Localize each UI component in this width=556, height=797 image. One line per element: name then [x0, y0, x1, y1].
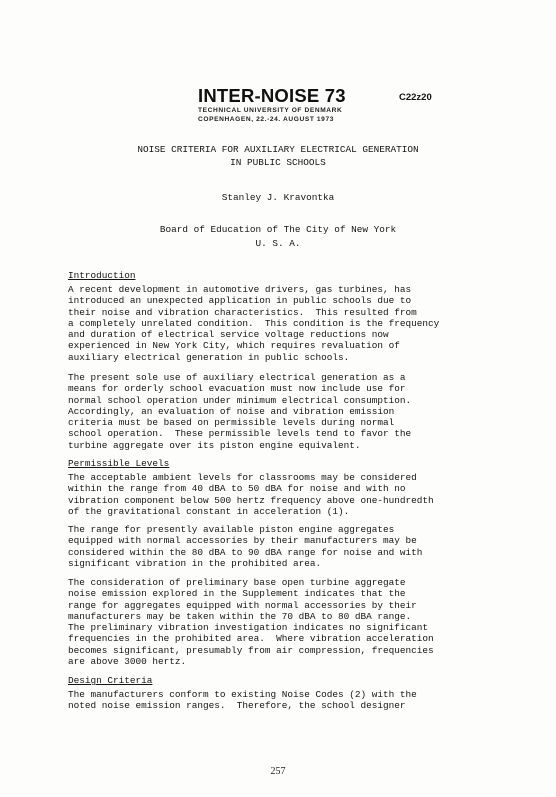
paragraph-levels-1: The acceptable ambient levels for classrooms may be considered within the range from 40 dBA to 50 dBA for noise and with no vibration component below 500 hertz frequency above one-hundredth of the gravitational constant in acceleration (1). [68, 472, 434, 517]
page-number: 257 [270, 766, 286, 777]
conference-header [198, 86, 363, 124]
conference-title: INTER-NOISE 73 [198, 85, 346, 106]
paragraph-intro-1: A recent development in automotive drivers, gas turbines, has introduced an unexpected application in public schools due to their noise and vibration characteristics. This resulted from a completely unrelated condition. This condition is the frequency and duration of electrical service voltage reductions now experienced in New York City, which requires revaluation of auxiliary electrical generation in public schools. [68, 284, 440, 363]
paper-title-line2: IN PUBLIC SCHOOLS [230, 157, 326, 168]
paper-title-line1: NOISE CRITERIA FOR AUXILIARY ELECTRICAL GENERATION [137, 144, 419, 155]
paragraph-intro-2: The present sole use of auxiliary electrical generation as a means for orderly school evacuation must now include use for normal school operation under minimum electrical consumption. Accordingly, an evaluation of noise and vibration emission criteria must be based on permissible levels during normal school operation. These permissible levels tend to favor the turbine aggregate over its piston engine equivalent. [68, 372, 412, 451]
paragraph-design-1: The manufacturers conform to existing Noise Codes (2) with the noted noise emission ranges. Therefore, the school designer [68, 689, 417, 712]
paper-code: C22z20 [399, 92, 432, 103]
conference-location-date: COPENHAGEN, 22.-24. AUGUST 1973 [198, 116, 334, 123]
author-affiliation: Board of Education of The City of New York [159, 224, 397, 235]
section-heading-permissible-levels: Permissible Levels [68, 458, 170, 469]
author-country: U. S. A. [255, 238, 301, 249]
paragraph-levels-2: The range for presently available piston engine aggregates equipped with normal accessories by their manufacturers may be considered within the 80 dBA to 90 dBA range for noise and with significant vibration in the prohibited area. [68, 524, 423, 569]
paragraph-levels-3: The consideration of preliminary base open turbine aggregate noise emission explored in the Supplement indicates that the range for aggregates equipped with normal accessories by their manufacturers may be taken within the 70 dBA to 80 dBA range. The preliminary vibration investigation indicates no significant frequencies in the prohibited area. Where vibration acceleration becomes significant, presumably from air compression, frequencies are above 3000 hertz. [68, 577, 434, 668]
section-heading-introduction: Introduction [68, 270, 136, 281]
conference-institution: TECHNICAL UNIVERSITY OF DENMARK [198, 107, 343, 114]
author-name: Stanley J. Kravontka [221, 192, 335, 203]
section-heading-design-criteria: Design Criteria [68, 675, 153, 686]
